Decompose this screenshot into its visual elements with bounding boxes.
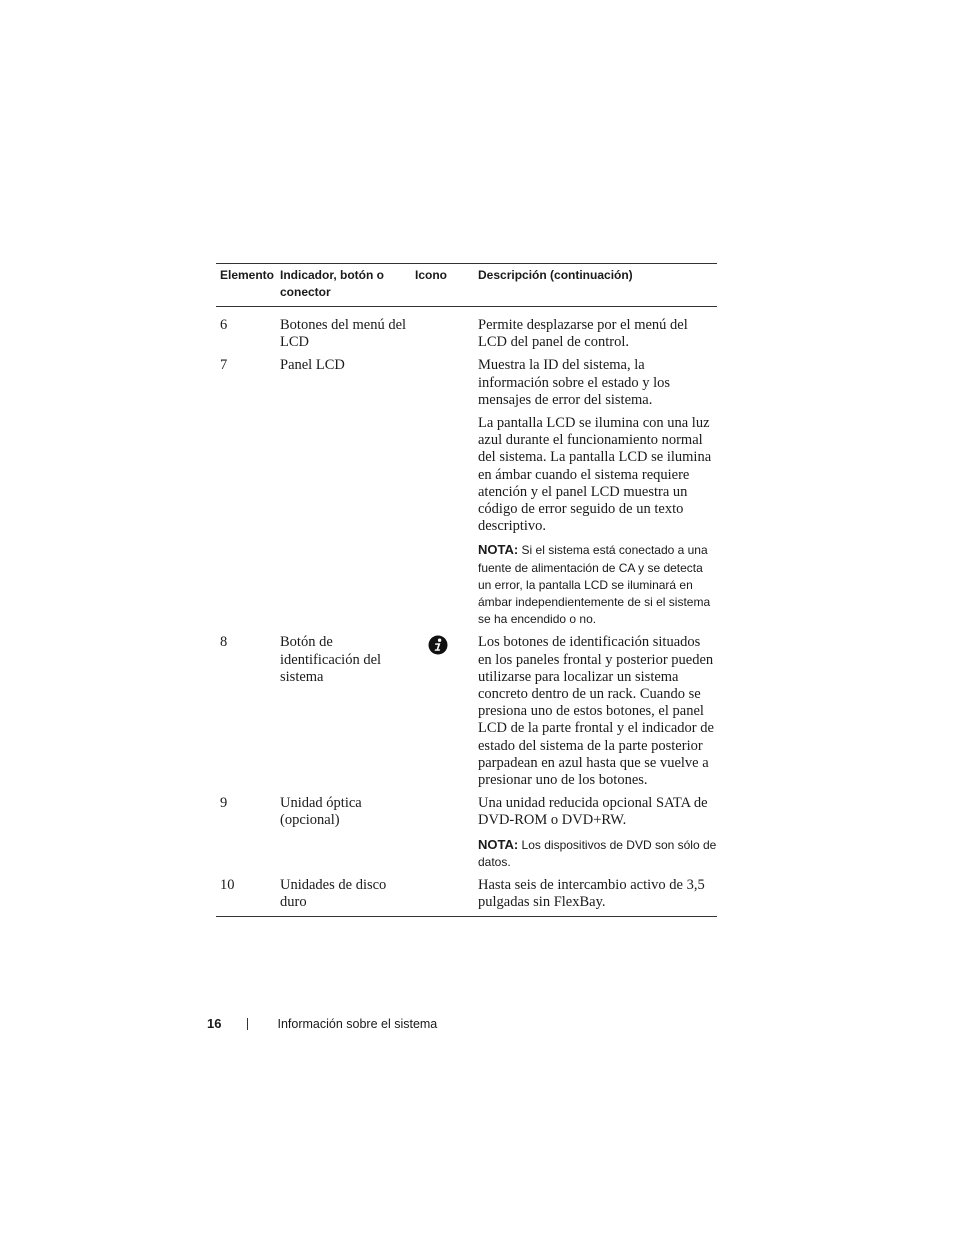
row-icon-cell (411, 634, 474, 795)
row-item: 7 (220, 357, 228, 374)
row-indicator: Botón de identificación del sistema (280, 634, 382, 685)
description-paragraph: Los botones de identificación situados en los paneles frontal y posterior pueden utilizarse para localizar un sistema concreto dentro de un rack. Cuando se presiona uno de estos botones, el panel LCD de la parte frontal y el indicador de estado del sistema de la parte posterior parpadean en azul hasta que se vuelve a presionar uno de los botones. (478, 634, 714, 789)
description-paragraph: Hasta seis de intercambio activo de 3,5 pulgadas sin FlexBay. (478, 877, 705, 911)
row-description (474, 795, 717, 877)
row-indicator: Unidades de disco duro (280, 877, 387, 911)
description-paragraph: Permite desplazarse por el menú del LCD del panel de control. (478, 317, 688, 351)
description-paragraph: Muestra la ID del sistema, la información sobre el estado y los mensajes de error del sistema. (478, 357, 671, 408)
page-footer (207, 1015, 437, 1033)
components-table (216, 263, 717, 917)
table-row (216, 877, 717, 916)
table-row (216, 357, 717, 634)
note (478, 541, 717, 628)
row-icon-cell (411, 357, 474, 634)
row-indicator: Botones del menú del LCD (280, 317, 407, 351)
header-indicator: Indicador, botón o conector (280, 268, 384, 299)
note (478, 836, 717, 871)
row-item: 10 (220, 877, 235, 894)
header-item: Elemento (220, 268, 275, 282)
page-number: 16 (207, 1016, 222, 1031)
row-icon-cell (411, 307, 474, 358)
description-paragraph: Una unidad reducida opcional SATA de DVD-ROM o DVD+RW. (478, 795, 708, 829)
row-description (474, 307, 717, 358)
row-description (474, 877, 717, 916)
row-indicator: Panel LCD (280, 357, 345, 374)
info-icon (428, 635, 448, 655)
footer-separator (247, 1018, 248, 1030)
row-icon-cell (411, 877, 474, 916)
row-description (474, 634, 717, 795)
table-row (216, 634, 717, 795)
row-indicator: Unidad óptica (opcional) (280, 795, 362, 829)
section-title: Información sobre el sistema (277, 1017, 438, 1031)
header-icon: Icono (415, 268, 447, 282)
row-description (474, 357, 717, 634)
table-row (216, 307, 717, 358)
note-label: NOTA: (478, 836, 519, 852)
row-item: 9 (220, 795, 228, 812)
row-item: 6 (220, 317, 228, 333)
note-text: Si el sistema está conectado a una fuente de alimentación de CA y se detecta un error, la pantalla LCD se iluminará en ámbar independientemente de si el sistema se ha encendido o no. (478, 543, 711, 627)
note-text: Los dispositivos de DVD son sólo de datos. (478, 837, 717, 869)
header-description: Descripción (continuación) (478, 268, 633, 282)
table-header-row (216, 264, 717, 307)
table-row (216, 795, 717, 877)
row-item: 8 (220, 634, 228, 651)
description-paragraph: La pantalla LCD se ilumina con una luz azul durante el funcionamiento normal del sistema. La pantalla LCD se ilumina en ámbar cuando el sistema requiere atención y el panel LCD muestra un código de error seguido de un texto descriptivo. (478, 415, 712, 535)
row-icon-cell (411, 795, 474, 877)
components-table-container (216, 263, 717, 917)
note-label: NOTA: (478, 542, 519, 558)
